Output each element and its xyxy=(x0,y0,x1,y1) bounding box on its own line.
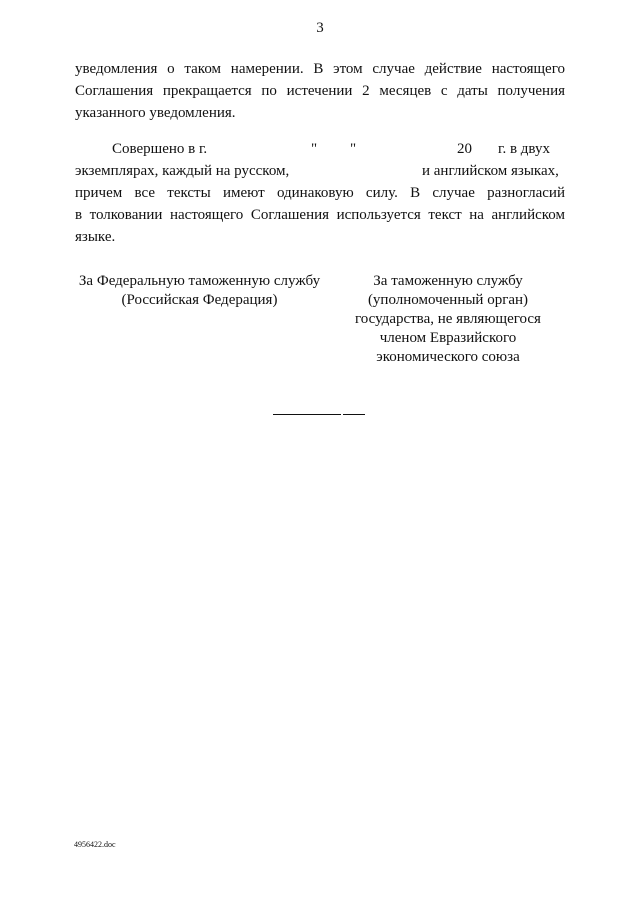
paragraph-line: Соглашения прекращается по истечении 2 месяцев с даты получения xyxy=(75,83,565,99)
paragraph-termination xyxy=(75,58,565,124)
paragraph-line: уведомления о таком намерении. В этом случае действие настоящего xyxy=(75,61,565,77)
page-number: 3 xyxy=(316,20,324,36)
signature-line: государства, не являющегося xyxy=(355,311,541,327)
signature-line: За Федеральную таможенную службу xyxy=(78,273,321,289)
quote-close: " xyxy=(350,141,357,157)
year-prefix: 20 xyxy=(457,141,472,157)
english-text: и английском языках, xyxy=(422,163,559,179)
signature-line: экономического союза xyxy=(376,349,520,365)
document-id: 4956422.doc xyxy=(74,840,116,849)
in-two-text: г. в двух xyxy=(498,141,550,157)
signature-line: (Российская Федерация) xyxy=(121,292,278,308)
signature-block-right xyxy=(338,272,558,367)
signature-block-left xyxy=(72,272,327,310)
end-rule xyxy=(343,414,365,415)
done-in-text: Совершено в г. xyxy=(112,141,208,157)
paragraph-line: причем все тексты имеют одинаковую силу. В случае разногласий xyxy=(75,185,565,201)
paragraph-line: указанного уведомления. xyxy=(75,105,236,121)
signature-line: членом Евразийского xyxy=(379,330,517,346)
quote-open: " xyxy=(311,141,318,157)
end-rule xyxy=(273,414,341,415)
copies-text: экземплярах, каждый на русском, xyxy=(75,163,290,179)
signature-line: За таможенную службу xyxy=(373,273,523,289)
signature-line: (уполномоченный орган) xyxy=(367,292,529,308)
paragraph-line: языке. xyxy=(75,229,116,245)
paragraph-line: в толковании настоящего Соглашения используется текст на английском xyxy=(75,207,565,223)
